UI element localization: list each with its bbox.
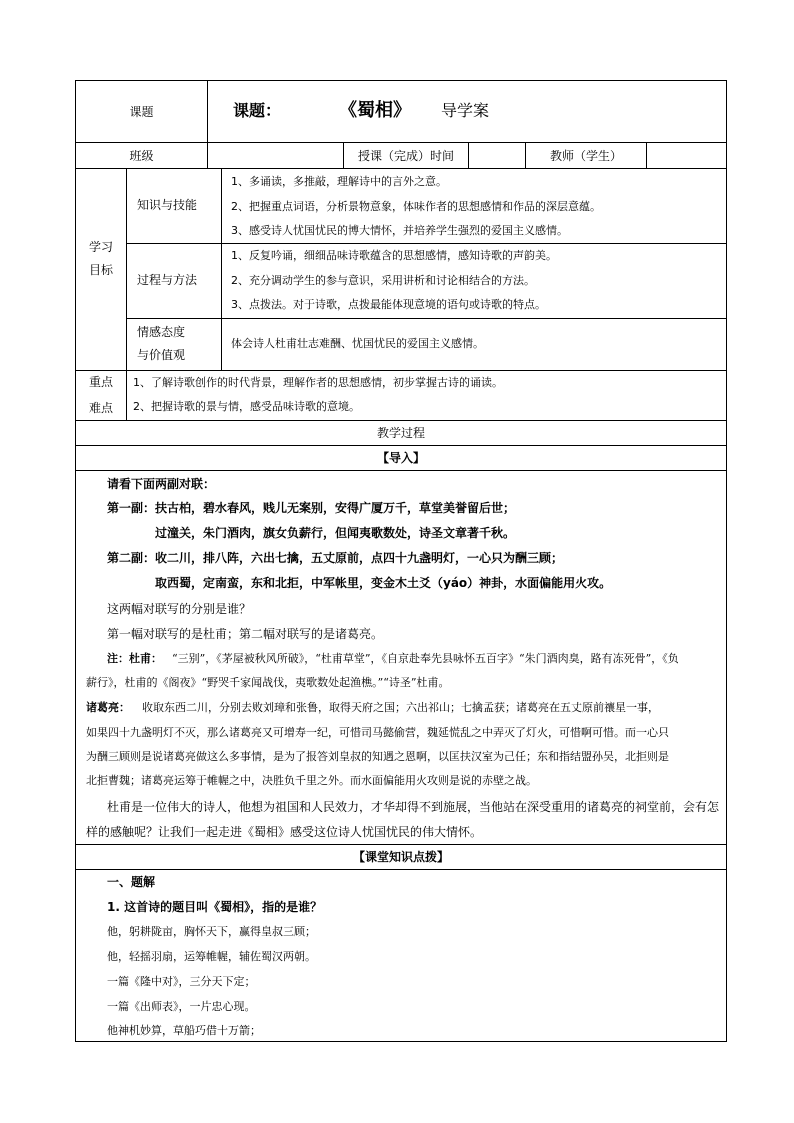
table-border-bottom — [75, 1041, 727, 1042]
divider — [126, 370, 127, 420]
divider — [646, 142, 647, 168]
emotion-text: 体会诗人杜甫壮志难酬、忧国忧民的爱国主义感情。 — [231, 337, 484, 350]
divider — [75, 470, 726, 471]
emotion-label: 情感态度 — [137, 325, 186, 339]
emotion-label: 与价值观 — [137, 348, 186, 362]
knowledge-label: 知识与技能 — [137, 198, 198, 212]
objectives-label: 目标 — [88, 263, 113, 277]
note-text: “三别”，《茅屋被秋风所破》，“杜甫草堂”，《自京赴奉先县咏怀五百字》“朱门酒肉臭，路有冻死骨”，《负 — [172, 652, 679, 665]
list-item: 他神机妙算，草船巧借十万箭； — [107, 1024, 261, 1037]
subheading: 一、题解 — [107, 875, 156, 889]
list-item: 一篇《出师表》，一片忠心现。 — [107, 1000, 256, 1013]
couplet-line: 取西蜀，定南蛮，东和北拒，中军帐里，变金木土爻（yáo）神卦，水面偏能用火攻。 — [155, 576, 612, 590]
divider — [126, 168, 127, 370]
list-item: 一篇《隆中对》，三分天下定； — [107, 975, 256, 988]
keypoint-item: 2、把握诗歌的景与情，感受品味诗歌的意境。 — [133, 400, 360, 413]
note-label: 注：杜甫： — [107, 652, 162, 665]
keypoint-item: 1、了解诗歌创作的时代背景，理解作者的思想感情，初步掌握古诗的诵读。 — [133, 376, 503, 389]
couplet-line: 过潼关，朱门酒肉，旗女负薪行，但闻夷歌数处，诗圣文章著千秋。 — [155, 526, 516, 540]
couplet-line: 第一副：扶古柏，碧水春风，贱儿无案别，安得广厦万千，草堂美誉留后世； — [107, 501, 516, 515]
knowledge-item: 3、感受诗人忧国忧民的博大情怀，并培养学生强烈的爱国主义感情。 — [231, 224, 568, 237]
divider — [207, 80, 208, 168]
lead-paragraph: 杜甫是一位伟大的诗人，他想为祖国和人民效力，才华却得不到施展，当他站在深受重用的诸葛亮的祠堂前，会有怎 — [107, 800, 720, 814]
divider — [221, 168, 222, 370]
process-item: 3、点拨法。对于诗歌，点拨最能体现意境的语句或诗歌的特点。 — [231, 298, 546, 311]
table-border-top — [75, 80, 726, 81]
title-suffix: 导学案 — [441, 101, 490, 120]
divider — [126, 243, 726, 244]
time-label: 授课（完成）时间 — [357, 149, 454, 163]
process-title: 教学过程 — [376, 426, 425, 440]
list-item: 他，躬耕陇亩，胸怀天下，赢得皇叔三顾； — [107, 925, 316, 938]
process-item: 2、充分调动学生的参与意识，采用讲析和讨论相结合的方法。 — [231, 274, 535, 287]
note-text: 为酬三顾则是说诸葛亮做这么多事情，是为了报答刘皇叔的知遇之恩啊，以匡扶汉室为己任；东和指结盟孙吴，北拒则是 — [86, 750, 669, 763]
table-border-left — [75, 80, 76, 1042]
note-text: 薪行》，杜甫的《阁夜》“野哭千家闻战伐，夷歌数处起渔樵。”“诗圣”杜甫。 — [86, 676, 450, 689]
intro-answer: 第一幅对联写的是杜甫；第二幅对联写的是诸葛亮。 — [107, 627, 384, 641]
note-label: 诸葛亮： — [86, 701, 130, 714]
knowledge-item: 2、把握重点词语，分析景物意象，体味作者的思想感情和作品的深层意蕴。 — [231, 200, 601, 213]
page-title: 《蜀相》 — [339, 100, 411, 121]
table-border-right — [726, 80, 727, 1042]
intro-heading: 【导入】 — [376, 451, 425, 465]
intro-prompt: 请看下面两副对联： — [107, 477, 216, 491]
divider — [126, 318, 726, 319]
process-label: 过程与方法 — [137, 273, 198, 287]
subject-label: 课题 — [129, 105, 154, 119]
objectives-label: 学习 — [88, 240, 113, 254]
note-text: 北拒曹魏；诸葛亮运筹于帷幄之中，决胜负千里之外。而水面偏能用火攻则是说的赤壁之战。 — [86, 774, 537, 787]
knowledge-item: 1、多诵读，多推敲，理解诗中的言外之意。 — [231, 175, 447, 188]
note-text: 如果四十九盏明灯不灭，那么诸葛亮又可增寿一纪，可惜司马懿偷营，魏延慌乱之中弄灭了灯火，可惜啊可惜。而一心只 — [86, 726, 669, 739]
divider — [75, 869, 726, 870]
lead-paragraph: 样的感触呢？让我们一起走进《蜀相》感受这位诗人忧国忧民的伟大情怀。 — [86, 825, 483, 839]
teacher-label: 教师（学生） — [549, 149, 622, 163]
couplet-line: 第二副：收二川，排八阵，六出七擒，五丈原前，点四十九盏明灯，一心只为酬三顾； — [107, 551, 564, 565]
knowledge-heading: 【课堂知识点拨】 — [352, 850, 449, 864]
title-prefix: 课题： — [233, 101, 282, 120]
question-heading: 1. 这首诗的题目叫《蜀相》，指的是谁？ — [107, 900, 323, 914]
divider — [468, 142, 469, 168]
divider — [75, 844, 726, 845]
divider — [75, 142, 726, 143]
divider — [75, 445, 726, 446]
divider — [75, 168, 726, 169]
process-item: 1、反复吟诵，细细品味诗歌蕴含的思想感情，感知诗歌的声韵美。 — [231, 249, 557, 262]
list-item: 他，轻摇羽扇，运筹帷幄，辅佐蜀汉两朝。 — [107, 950, 316, 963]
intro-question: 这两幅对联写的分别是谁？ — [107, 602, 252, 616]
note-text: 收取东西二川，分别去败刘璋和张鲁，取得天府之国；六出祁山；七擒孟获；诸葛亮在五丈原前禳星一事， — [142, 701, 659, 714]
divider — [75, 420, 726, 421]
class-label: 班级 — [129, 149, 154, 163]
keypoints-label: 难点 — [88, 401, 113, 415]
keypoints-label: 重点 — [88, 375, 113, 389]
divider — [75, 370, 726, 371]
